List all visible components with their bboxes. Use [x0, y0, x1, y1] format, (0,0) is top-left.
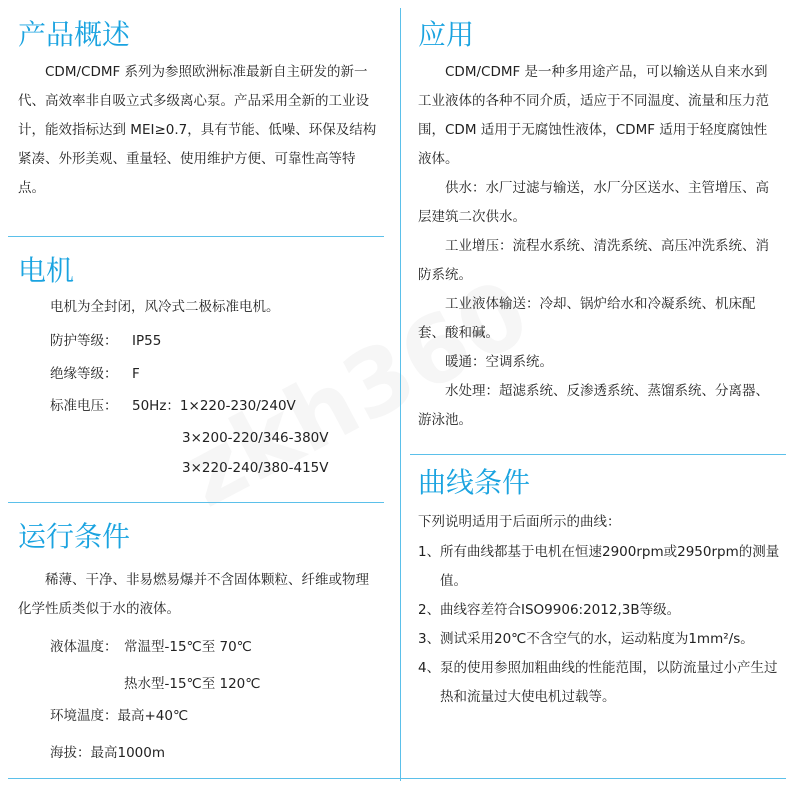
application-water-supply: 供水：水厂过滤与输送，水厂分区送水、主管增压、高层建筑二次供水。 [418, 180, 769, 225]
operating-heading: 运行条件 [18, 520, 131, 553]
insulation-label: 绝缘等级： [50, 366, 118, 382]
liquid-temp-hot: 热水型-15℃至 120℃ [124, 676, 261, 692]
curve-note-1 [418, 538, 780, 596]
overview-body: CDM/CDMF 系列为参照欧洲标准最新自主研发的新一代、高效率非自吸立式多级离心泵。产品采用全新的工业设计，能效指标达到 MEI≥0.7，具有节能、低噪、环保及结构紧凑、外形美观、重量轻、使用维护方便、可靠性高等特点。 [18, 64, 377, 196]
motor-heading: 电机 [18, 254, 75, 287]
protection-label: 防护等级： [50, 333, 118, 349]
divider-overview [8, 236, 384, 237]
divider-motor [8, 502, 384, 503]
protection-value: IP55 [132, 333, 162, 349]
curve-note-text: 泵的使用参照加粗曲线的性能范围，以防流量过小产生过热和流量过大使电机过载等。 [440, 660, 778, 705]
altitude: 海拔：最高1000m [50, 745, 166, 761]
divider-application [410, 454, 786, 455]
application-water-treatment: 水处理：超滤系统、反渗透系统、蒸馏系统、分离器、游泳池。 [418, 383, 769, 428]
liquid-temp-normal: 常温型-15℃至 70℃ [124, 639, 252, 655]
curves-intro: 下列说明适用于后面所示的曲线： [418, 514, 621, 530]
curve-note-text: 所有曲线都基于电机在恒速2900rpm或2950rpm的测量值。 [440, 544, 780, 589]
application-hvac: 暖通：空调系统。 [445, 354, 553, 370]
column-divider [400, 8, 401, 781]
voltage-value-1: 50Hz：1×220-230/240V [132, 398, 296, 414]
application-heading: 应用 [418, 18, 475, 51]
overview-heading: 产品概述 [18, 18, 131, 51]
curve-note-4 [418, 654, 780, 712]
insulation-value: F [132, 366, 140, 382]
voltage-value-2: 3×200-220/346-380V [182, 430, 329, 446]
bottom-rule [8, 778, 786, 779]
voltage-value-3: 3×220-240/380-415V [182, 460, 329, 476]
curves-heading: 曲线条件 [418, 466, 531, 499]
application-industrial-boost: 工业增压：流程水系统、清洗系统、高压冲洗系统、消防系统。 [418, 238, 769, 283]
curve-note-text: 测试采用20℃不含空气的水，运动粘度为1mm²/s。 [440, 631, 754, 647]
operating-intro: 稀薄、干净、非易燃易爆并不含固体颗粒、纤维或物理化学性质类似于水的液体。 [18, 572, 369, 617]
curve-note-number: 4、 [418, 660, 441, 676]
application-intro: CDM/CDMF 是一种多用途产品，可以输送从自来水到工业液体的各种不同介质，适应于不同温度、流量和压力范围，CDM 适用于无腐蚀性液体，CDMF 适用于轻度腐蚀性液体。 [418, 64, 769, 167]
curve-note-2 [418, 596, 780, 625]
curve-note-3 [418, 625, 780, 654]
application-industrial-liquid: 工业液体输送：冷却、锅炉给水和冷凝系统、机床配套、酸和碱。 [418, 296, 756, 341]
curve-note-number: 2、 [418, 602, 441, 618]
liquid-temp-label: 液体温度： [50, 639, 118, 655]
ambient-temperature: 环境温度：最高+40℃ [50, 708, 189, 724]
voltage-label: 标准电压： [50, 398, 118, 414]
motor-intro: 电机为全封闭，风冷式二极标准电机。 [50, 299, 280, 315]
curve-note-number: 1、 [418, 544, 441, 560]
curve-note-text: 曲线容差符合ISO9906:2012,3B等级。 [440, 602, 681, 618]
curve-note-number: 3、 [418, 631, 441, 647]
